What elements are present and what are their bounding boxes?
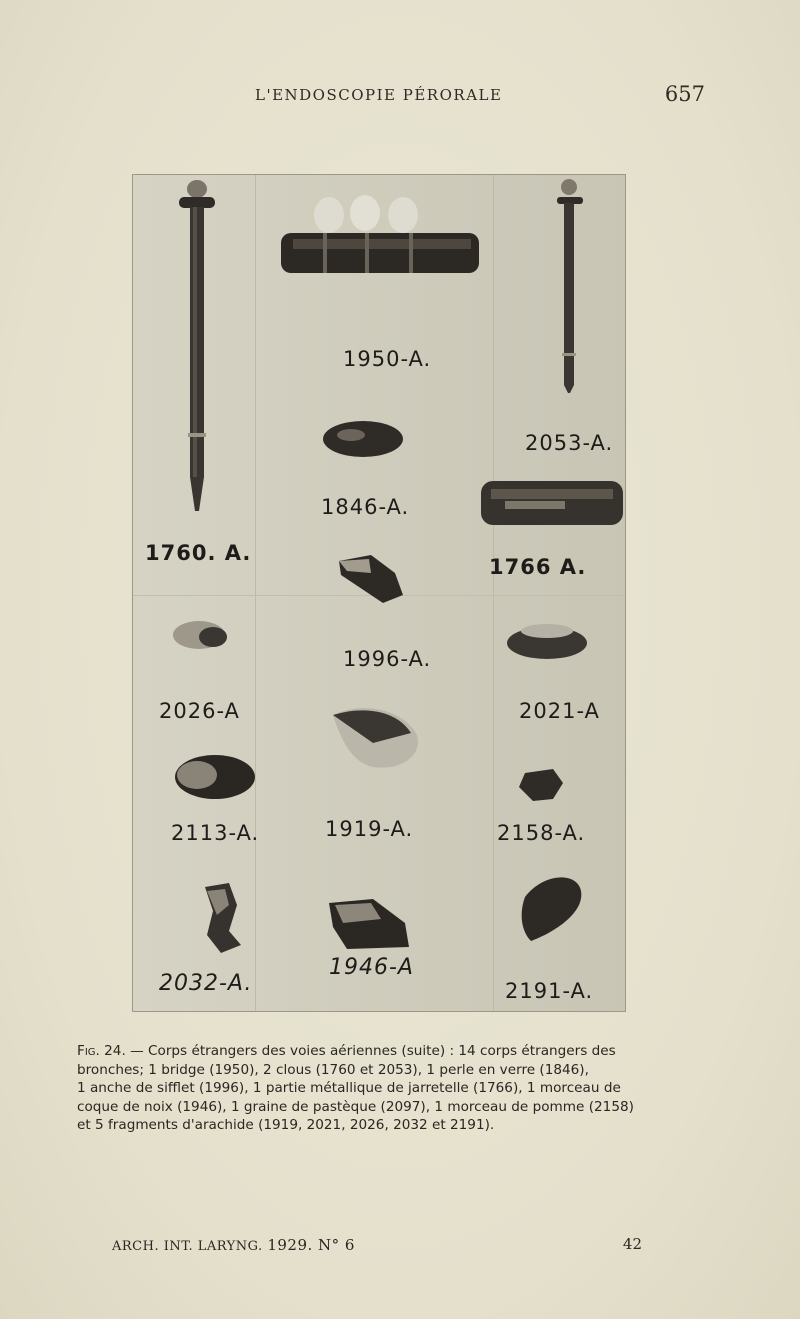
caption-line-4: coque de noix (1946), 1 graine de pastèque (2097), 1 morceau de pomme (2158): [77, 1098, 634, 1115]
running-title: L'ENDOSCOPIE PÉRORALE: [255, 86, 503, 104]
figure-caption: [77, 1042, 697, 1135]
panel-seam: [493, 175, 494, 1011]
panel-seam: [255, 175, 256, 1011]
label-2158: 2158-A.: [497, 821, 586, 845]
figure-plate: [132, 174, 626, 1012]
figure-label: Fig. 24.: [77, 1043, 126, 1059]
label-2191: 2191-A.: [505, 979, 594, 1003]
plate-photograph: [133, 175, 625, 1011]
journal-reference: ARCH. INT. LARYNG. 1929. N° 6: [112, 1236, 355, 1254]
label-1766: 1766 A.: [489, 555, 587, 579]
label-1760: 1760. A.: [145, 541, 252, 565]
page-footer: [112, 1232, 642, 1256]
label-1950: 1950-A.: [343, 347, 432, 371]
label-2053: 2053-A.: [525, 431, 614, 455]
label-2021: 2021-A: [519, 699, 600, 723]
caption-line-1: Fig. 24. — Corps étrangers des voies aériennes (suite) : 14 corps étrangers des: [77, 1043, 616, 1059]
label-2113: 2113-A.: [171, 821, 260, 845]
label-1919: 1919-A.: [325, 817, 414, 841]
caption-line-2: bronches; 1 bridge (1950), 2 clous (1760 et 2053), 1 perle en verre (1846),: [77, 1061, 589, 1078]
sheet-number: 42: [622, 1235, 642, 1253]
caption-line-5: et 5 fragments d'arachide (1919, 2021, 2026, 2032 et 2191).: [77, 1117, 495, 1133]
label-2026: 2026-A: [159, 699, 240, 723]
label-1946: 1946-A: [329, 955, 414, 980]
peanut-fragment-2113-object: [175, 755, 255, 799]
label-1996: 1996-A.: [343, 647, 432, 671]
running-head: [255, 82, 705, 112]
label-1846: 1846-A.: [321, 495, 410, 519]
caption-line-3: 1 anche de sifflet (1996), 1 partie métallique de jarretelle (1766), 1 morceau de: [77, 1080, 621, 1096]
label-2032: 2032-A.: [159, 971, 253, 996]
garter-metal-1766-object: [481, 481, 623, 525]
page-number: 657: [664, 82, 705, 106]
bead-1846-object: [323, 421, 403, 457]
